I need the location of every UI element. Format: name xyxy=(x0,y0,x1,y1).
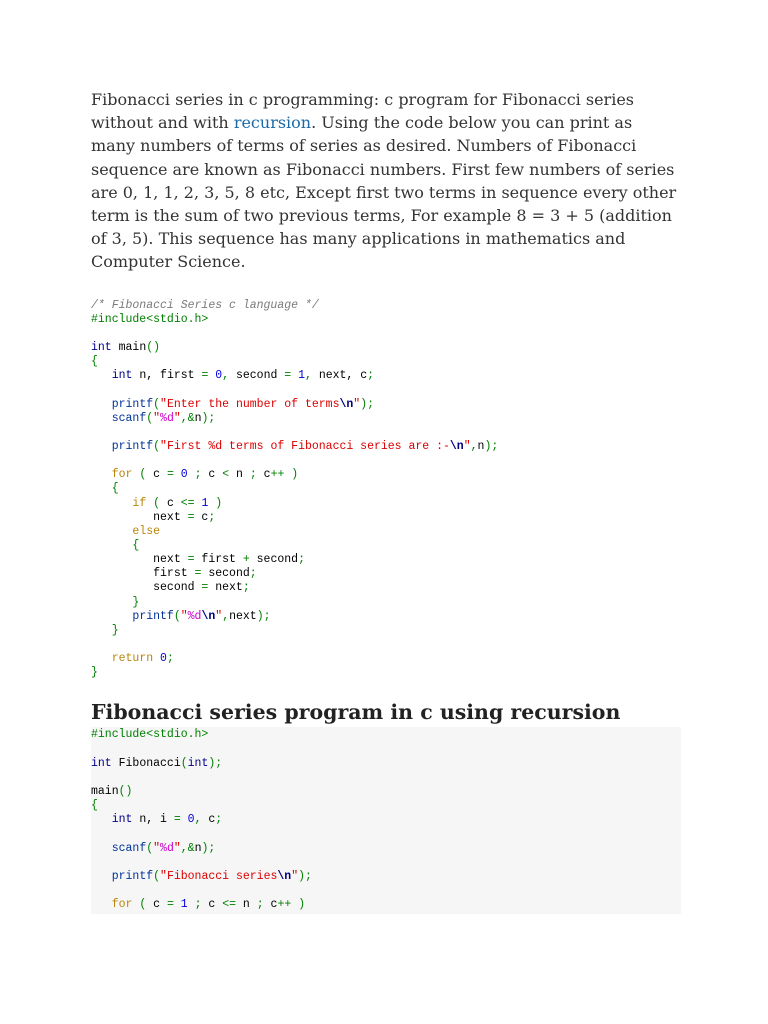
code-line xyxy=(91,369,681,383)
code-token: ; xyxy=(215,813,223,827)
code-token: = xyxy=(201,369,209,383)
code-token xyxy=(153,652,160,665)
code-line xyxy=(91,666,681,680)
code-line xyxy=(91,468,681,482)
code-token: ; xyxy=(249,567,257,581)
code-block-recursive xyxy=(91,728,681,912)
code-line xyxy=(91,757,681,771)
code-token: <= xyxy=(180,496,195,510)
code-token: ) xyxy=(215,496,223,510)
code-token: " xyxy=(153,841,161,855)
code-line xyxy=(91,856,681,870)
code-token xyxy=(188,898,195,911)
code-token: /* Fibonacci Series c language */ xyxy=(91,298,319,312)
code-token: ; xyxy=(256,898,264,912)
code-token: ) xyxy=(298,898,306,912)
code-token: " xyxy=(463,440,471,454)
code-token: ( xyxy=(146,841,154,855)
code-token: = xyxy=(173,813,181,827)
code-line xyxy=(91,728,681,742)
intro-text-start: Fibonacci series in c programming: c program for Fibonacci series without and with xyxy=(91,90,634,133)
code-token: , xyxy=(194,813,202,827)
code-token: "Fibonacci series xyxy=(160,869,278,883)
code-token: <= xyxy=(222,898,237,912)
code-token: for xyxy=(111,898,133,912)
code-token: " xyxy=(173,411,181,425)
code-token: "Enter the number of terms xyxy=(160,397,340,411)
code-token xyxy=(174,898,181,911)
code-token xyxy=(91,539,132,552)
code-token: , xyxy=(222,369,230,383)
code-token: n, i xyxy=(132,813,174,827)
code-token: next xyxy=(91,553,188,567)
code-token: 1 xyxy=(201,496,209,510)
code-token: ( xyxy=(146,411,154,425)
code-token: = xyxy=(201,581,209,595)
code-token: = xyxy=(166,898,174,912)
code-token: , xyxy=(222,609,230,623)
code-token: n xyxy=(194,411,202,425)
code-token: int xyxy=(111,813,133,827)
code-token: ; xyxy=(194,468,202,482)
code-token xyxy=(91,813,112,826)
code-token: " xyxy=(353,397,361,411)
code-token xyxy=(91,596,132,609)
code-line xyxy=(91,525,681,539)
code-line xyxy=(91,624,681,638)
code-token: \n xyxy=(339,397,354,411)
code-token: ; xyxy=(166,652,174,666)
code-token: ; xyxy=(194,898,202,912)
code-token: < xyxy=(222,468,230,482)
code-token: printf xyxy=(111,397,154,411)
code-token xyxy=(91,412,112,425)
code-token xyxy=(91,652,112,665)
code-token: printf xyxy=(111,869,154,883)
code-token: c xyxy=(146,898,167,912)
code-token: next xyxy=(208,581,243,595)
code-token: ); xyxy=(360,397,375,411)
code-token: c xyxy=(160,496,181,510)
code-line xyxy=(91,567,681,581)
code-token xyxy=(91,369,112,382)
code-token xyxy=(181,813,188,826)
code-line xyxy=(91,842,681,856)
code-token: %d xyxy=(160,411,174,425)
code-token xyxy=(91,482,112,495)
code-line xyxy=(91,553,681,567)
code-token: #include<stdio.h> xyxy=(91,728,209,742)
code-token: = xyxy=(194,567,202,581)
code-token: ++ xyxy=(277,898,292,912)
code-line xyxy=(91,383,681,397)
code-token: ; xyxy=(249,468,257,482)
code-token: ( xyxy=(153,869,161,883)
code-line xyxy=(91,652,681,666)
code-token: ( xyxy=(153,440,161,454)
code-line xyxy=(91,638,681,652)
code-line xyxy=(91,771,681,785)
code-token: next, c xyxy=(311,369,368,383)
code-token: = xyxy=(166,468,174,482)
code-token: next xyxy=(91,510,188,524)
code-token: , xyxy=(470,440,478,454)
code-line xyxy=(91,355,681,369)
code-token: { xyxy=(132,539,140,553)
code-token: { xyxy=(111,482,119,496)
code-token xyxy=(91,497,132,510)
code-token: ,& xyxy=(180,411,195,425)
code-token xyxy=(91,624,112,637)
code-token: c xyxy=(194,510,209,524)
code-token: int xyxy=(111,369,133,383)
code-token: ; xyxy=(298,553,305,567)
code-token: c xyxy=(263,898,278,912)
code-token: " xyxy=(291,869,299,883)
code-token xyxy=(91,398,112,411)
code-token: c xyxy=(201,468,223,482)
code-line xyxy=(91,870,681,884)
code-line xyxy=(91,341,681,355)
code-token: Fibonacci xyxy=(111,756,181,770)
code-token: c xyxy=(201,813,216,827)
code-line xyxy=(91,785,681,799)
code-token: } xyxy=(91,666,98,680)
code-line xyxy=(91,884,681,898)
code-line xyxy=(91,813,681,827)
code-token: n, first xyxy=(132,369,202,383)
code-token: #include<stdio.h> xyxy=(91,312,209,326)
code-line xyxy=(91,898,681,912)
code-line xyxy=(91,799,681,813)
code-line xyxy=(91,610,681,624)
code-token: main xyxy=(111,341,147,355)
code-token: c xyxy=(201,898,223,912)
code-line xyxy=(91,497,681,511)
code-token: ); xyxy=(201,411,216,425)
code-token: %d xyxy=(160,841,174,855)
code-token: + xyxy=(242,553,250,567)
code-token: int xyxy=(91,756,112,770)
code-token: 0 xyxy=(215,369,223,383)
code-token: ) xyxy=(291,468,299,482)
code-token: } xyxy=(111,623,119,637)
code-token: second xyxy=(249,553,299,567)
code-token xyxy=(91,525,132,538)
code-token: ); xyxy=(256,609,271,623)
code-token: ); xyxy=(484,440,499,454)
code-token: { xyxy=(91,799,98,813)
code-token: 0 xyxy=(180,468,188,482)
code-token: \n xyxy=(277,869,292,883)
code-token: " xyxy=(173,841,181,855)
code-token xyxy=(91,610,132,623)
code-line xyxy=(91,454,681,468)
code-token: { xyxy=(91,355,98,369)
code-token: ); xyxy=(298,869,312,883)
code-token: \n xyxy=(449,440,464,454)
code-token: int xyxy=(91,341,112,355)
code-token: first xyxy=(91,567,195,581)
recursion-link[interactable]: recursion xyxy=(233,113,312,133)
code-token: ); xyxy=(201,841,216,855)
code-token: 0 xyxy=(187,813,195,827)
code-line xyxy=(91,299,681,313)
code-line xyxy=(91,511,681,525)
code-token: first xyxy=(194,553,243,567)
code-line xyxy=(91,327,681,341)
code-line xyxy=(91,827,681,841)
code-line xyxy=(91,743,681,757)
intro-text-end: . Using the code below you can print as many numbers of terms of series as desired. Numbers of Fibonacci sequence are known as Fibonacci numbers. First few numbers of series are 0, 1, 1, 2, 3, 5, 8 etc, Except first two terms in sequence every other term is the sum of two previous terms, For example 8 = 3 + 5 (addition of 3, 5). This sequence has many applications in mathematics and Computer Science. xyxy=(91,113,677,272)
code-token: if xyxy=(132,496,147,510)
code-token: scanf xyxy=(111,841,147,855)
code-line xyxy=(91,313,681,327)
code-token: = xyxy=(187,510,195,524)
code-token: n xyxy=(194,841,202,855)
code-token: n xyxy=(236,898,257,912)
code-token xyxy=(174,468,181,481)
code-token: ( xyxy=(153,496,161,510)
code-token: ( xyxy=(139,898,147,912)
code-token: %d xyxy=(187,609,202,623)
code-token: "First %d terms of Fibonacci series are :- xyxy=(160,440,450,454)
article xyxy=(91,88,681,914)
code-token: 1 xyxy=(298,369,306,383)
code-line xyxy=(91,482,681,496)
code-token: scanf xyxy=(111,411,147,425)
code-token: " xyxy=(215,609,223,623)
code-token: " xyxy=(153,411,161,425)
code-token xyxy=(91,468,112,481)
code-token: second xyxy=(229,369,285,383)
code-token: c xyxy=(146,468,167,482)
code-token: ( xyxy=(139,468,147,482)
code-token: printf xyxy=(111,440,154,454)
code-token: return xyxy=(111,652,154,666)
code-line xyxy=(91,426,681,440)
code-line xyxy=(91,412,681,426)
code-token: } xyxy=(132,595,140,609)
code-token: n xyxy=(229,468,250,482)
code-token: = xyxy=(187,553,195,567)
code-token xyxy=(91,898,112,911)
code-token xyxy=(91,870,112,883)
code-token: main xyxy=(91,784,119,798)
code-token: printf xyxy=(132,609,174,623)
code-line xyxy=(91,539,681,553)
code-token xyxy=(91,440,112,453)
code-token xyxy=(91,842,112,855)
code-token: = xyxy=(284,369,292,383)
code-token: ); xyxy=(208,756,223,770)
code-token: c xyxy=(256,468,271,482)
code-line xyxy=(91,596,681,610)
code-token: " xyxy=(180,609,188,623)
code-token: ,& xyxy=(180,841,195,855)
code-token: \n xyxy=(201,609,216,623)
code-line xyxy=(91,440,681,454)
code-token: int xyxy=(187,756,209,770)
code-token: 0 xyxy=(160,652,167,666)
code-line xyxy=(91,581,681,595)
code-token: second xyxy=(201,567,250,581)
code-token: ( xyxy=(153,397,161,411)
code-token: () xyxy=(146,341,161,355)
code-token: for xyxy=(111,468,133,482)
code-token: ; xyxy=(242,581,250,595)
code-block-recursive-container xyxy=(91,727,681,914)
code-token: () xyxy=(118,784,133,798)
code-token: ; xyxy=(208,510,216,524)
code-token: else xyxy=(132,524,161,538)
code-block-iterative xyxy=(91,299,681,681)
code-token: ( xyxy=(173,609,181,623)
code-token: 1 xyxy=(180,898,188,912)
code-line xyxy=(91,398,681,412)
code-token: ; xyxy=(367,369,375,383)
section-heading: Fibonacci series program in c using recursion xyxy=(91,700,621,725)
code-token xyxy=(188,468,195,481)
code-token: ++ xyxy=(270,468,285,482)
code-token: n xyxy=(477,440,485,454)
intro-paragraph xyxy=(91,88,681,274)
code-token: next xyxy=(229,609,257,623)
code-token: , xyxy=(305,369,312,383)
code-token: second xyxy=(91,581,202,595)
code-token: ( xyxy=(180,756,188,770)
